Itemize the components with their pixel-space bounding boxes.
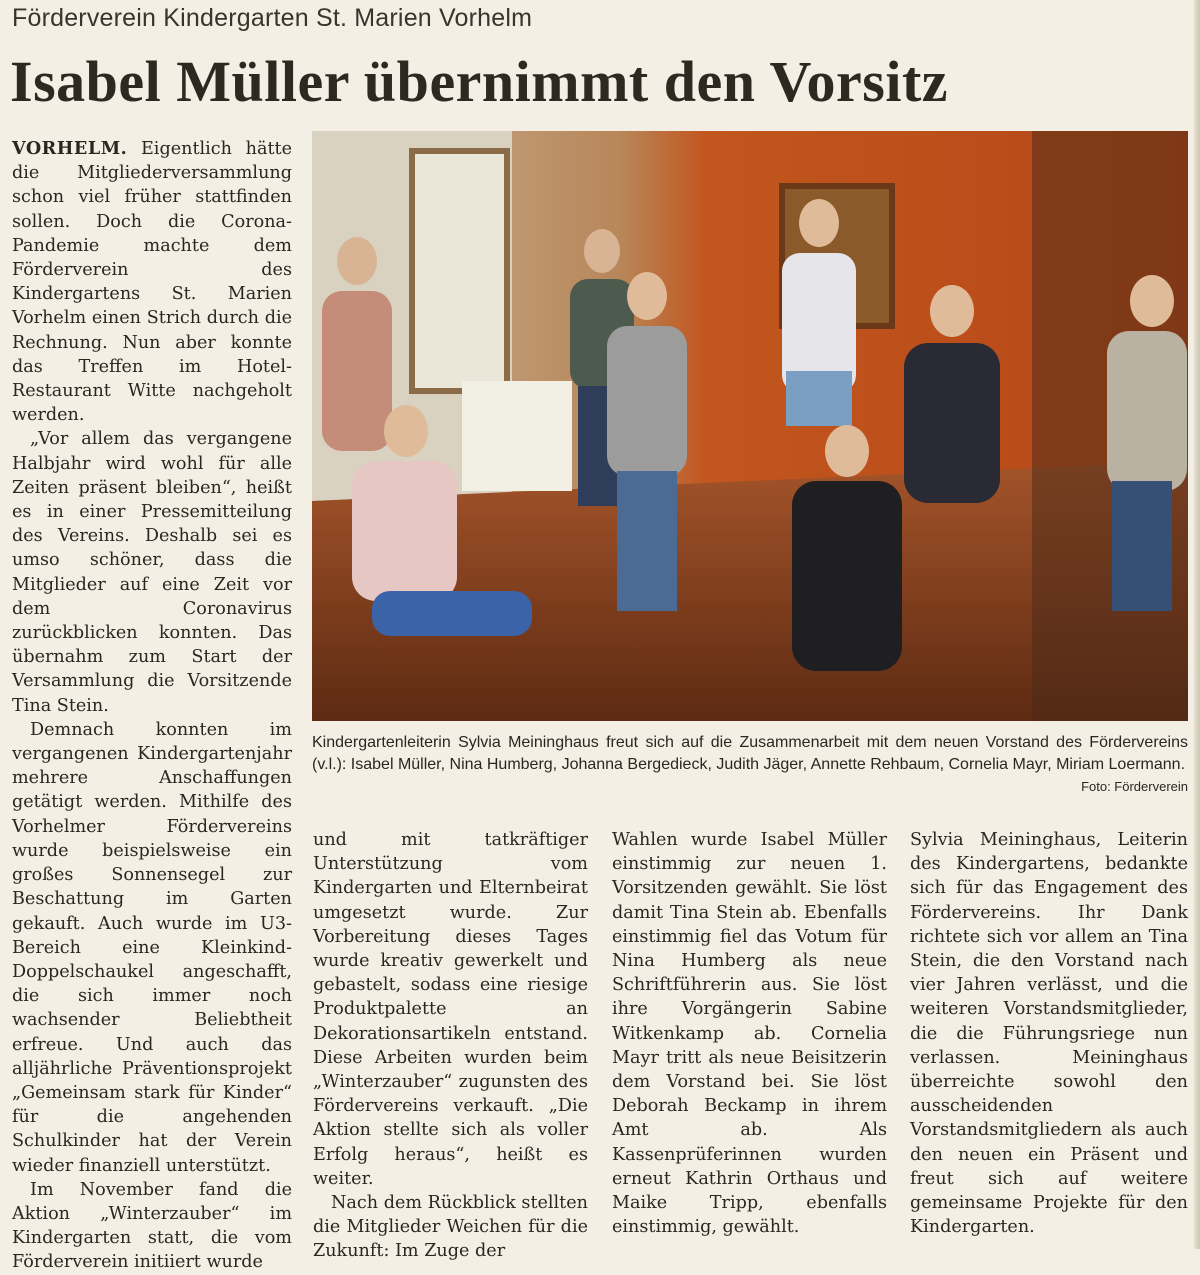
page-edge — [1194, 0, 1200, 1249]
paragraph: Wahlen wurde Isabel Müller einstimmig zur neuen 1. Vorsitzenden gewählt. Sie löst damit Tina Stein ab. Ebenfalls einstimmig fiel das Votum für Nina Humberg als neue Schriftführerin aus. Sie löst ihre Vorgängerin Sabine Witkenkamp ab. Cornelia Mayr tritt als neue Beisitzerin dem Vorstand bei. Sie löst Deborah Beckamp in ihrem Amt ab. Als Kassenprüferinnen wurden erneut Kathrin Orthaus und Maike Tripp, ebenfalls einstimmig, gewählt. — [612, 830, 887, 1238]
article-headline: Isabel Müller übernimmt den Vorsitz — [10, 49, 948, 114]
photo-credit: Foto: Förderverein — [1081, 779, 1188, 794]
paragraph: Sylvia Meininghaus, Leiterin des Kindergartens, bedankte sich für das Engagement des Fördervereins. Ihr Dank richtete sich vor allem an Tina Stein, die den Vorstand nach vier Jahren verlässt, und die weiteren Vorstandsmitglieder, die die Führungsriege nun verlassen. Meininghaus überreichte sowohl den ausscheidenden Vorstandsmitgliedern als auch den neuen ein Präsent und freut sich auf weitere gemeinsame Projekte für den Kindergarten. — [910, 830, 1188, 1238]
paragraph: „Vor allem das vergangene Halbjahr wird wohl für alle Zeiten präsent bleiben“, heißt es in einer Pressemitteilung des Vereins. Deshalb sei es umso schöner, dass die Mitglieder auf eine Zeit vor dem Coronavirus zurückblicken konnten. Das übernahm zum Start der Versammlung die Vorsitzende Tina Stein. — [12, 429, 292, 716]
group-photo-illustration — [312, 131, 1188, 721]
paragraph-text: Eigentlich hätte die Mitgliederversammlung schon viel früher stattfinden sollen. Doch die Corona-Pandemie machte dem Förderverein des Kindergartens St. Marien Vorhelm einen Strich durch die Rechnung. Nun aber konnte das Treffen im Hotel-Restaurant Witte nachgeholt werden. — [12, 139, 292, 426]
dateline: VORHELM. — [12, 138, 128, 159]
paragraph — [12, 137, 292, 427]
article-kicker: Förderverein Kindergarten St. Marien Vorhelm — [12, 4, 533, 32]
text-column-3 — [612, 828, 887, 1239]
text-column-2 — [313, 828, 588, 1264]
paragraph: Nach dem Rückblick stellten die Mitglieder Weichen für die Zukunft: Im Zuge der — [313, 1193, 588, 1262]
paragraph: und mit tatkräftiger Unterstützung vom Kindergarten und Elternbeirat umgesetzt wurde. Zur Vorbereitung dieses Tages wurde kreativ gewerkelt und gebastelt, sodass eine riesige Produktpalette an Dekorationsartikeln entstand. Diese Arbeiten wurden beim „Winterzauber“ zugunsten des Fördervereins verkauft. „Die Aktion stellte sich als voller Erfolg heraus“, heißt es weiter. — [313, 830, 588, 1189]
text-column-4 — [910, 828, 1188, 1239]
text-column-1 — [12, 137, 292, 1275]
paragraph: Demnach konnten im vergangenen Kindergartenjahr mehrere Anschaffungen getätigt werden. Mithilfe des Vorhelmer Fördervereins wurde beispielsweise ein großes Sonnensegel zur Beschattung im Garten gekauft. Auch wurde im U3-Bereich eine Kleinkind-Doppelschaukel angeschafft, die sich immer noch wachsender Beliebtheit erfreue. Und auch das alljährliche Präventionsprojekt „Gemeinsam stark für Kinder“ für die angehenden Schulkinder hat der Verein wieder finanziell unterstützt. — [12, 719, 292, 1176]
article-photo — [312, 131, 1188, 721]
paragraph: Im November fand die Aktion „Winterzauber“ im Kindergarten statt, die vom Förderverein initiiert wurde — [12, 1179, 292, 1273]
photo-caption: Kindergartenleiterin Sylvia Meininghaus freut sich auf die Zusammenarbeit mit dem neuen Vorstand des Fördervereins (v.l.): Isabel Müller, Nina Humberg, Johanna Bergedieck, Judith Jäger, Annette Rehbaum, Cornelia Mayr, Miriam Loermann. — [312, 734, 1188, 773]
